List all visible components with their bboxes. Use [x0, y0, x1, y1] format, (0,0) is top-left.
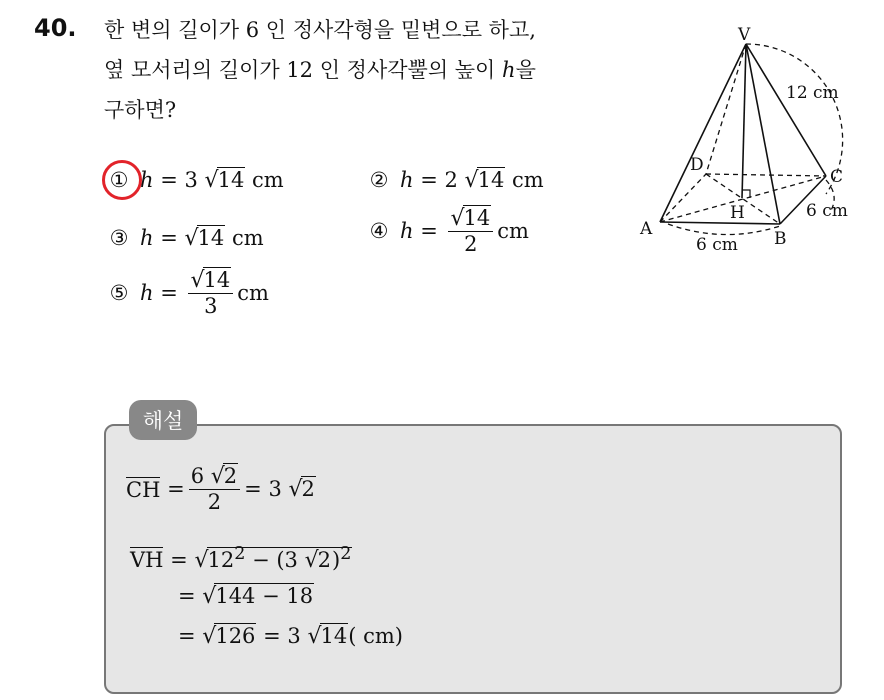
vertex-c-label: C — [830, 167, 844, 187]
choice-1[interactable]: ① h = 3 √14 cm — [109, 168, 284, 193]
solution-label: 해설 — [129, 400, 197, 440]
solution-vh-line-3: = √126 = 3 √14( cm) — [178, 624, 403, 649]
choice-5[interactable]: ⑤ h = $\frac{√14}{3}$ cm — [109, 268, 269, 318]
edge-length-label: 12 cm — [786, 83, 839, 103]
vertex-a-label: A — [640, 219, 653, 239]
vertex-d-label: D — [690, 155, 704, 175]
question-line-3: 구하면? — [104, 98, 177, 122]
solution-vh-line-2: = √144 − 18 — [178, 584, 314, 609]
solution-ch-line: CH = $\frac{6 √2}{2}$ = 3 √2 — [126, 464, 315, 514]
pyramid-figure — [630, 18, 870, 268]
vertex-v-label: V — [738, 25, 751, 45]
question-number: 40. — [34, 14, 77, 42]
choice-3[interactable]: ③ h = √14 cm — [109, 226, 264, 251]
foot-h-label: H — [730, 203, 745, 223]
question-line-1: 한 변의 길이가 6 인 정사각형을 밑변으로 하고, — [104, 18, 536, 42]
vertex-b-label: B — [774, 229, 787, 249]
choice-4[interactable]: ④ h = $\frac{√14}{2}$ cm — [369, 206, 529, 256]
solution-vh-line-1: VH = $√12^2 - (3$ √2)$^2$ — [130, 544, 352, 573]
side-length-bottom-label: 6 cm — [696, 235, 738, 255]
side-length-right-label: 6 cm — [806, 201, 848, 221]
choice-2[interactable]: ② h = 2 √14 cm — [369, 168, 544, 193]
bottom-arc — [668, 224, 780, 235]
question-line-2: 옆 모서리의 길이가 12 인 정사각뿔의 높이 h을 — [104, 58, 536, 82]
